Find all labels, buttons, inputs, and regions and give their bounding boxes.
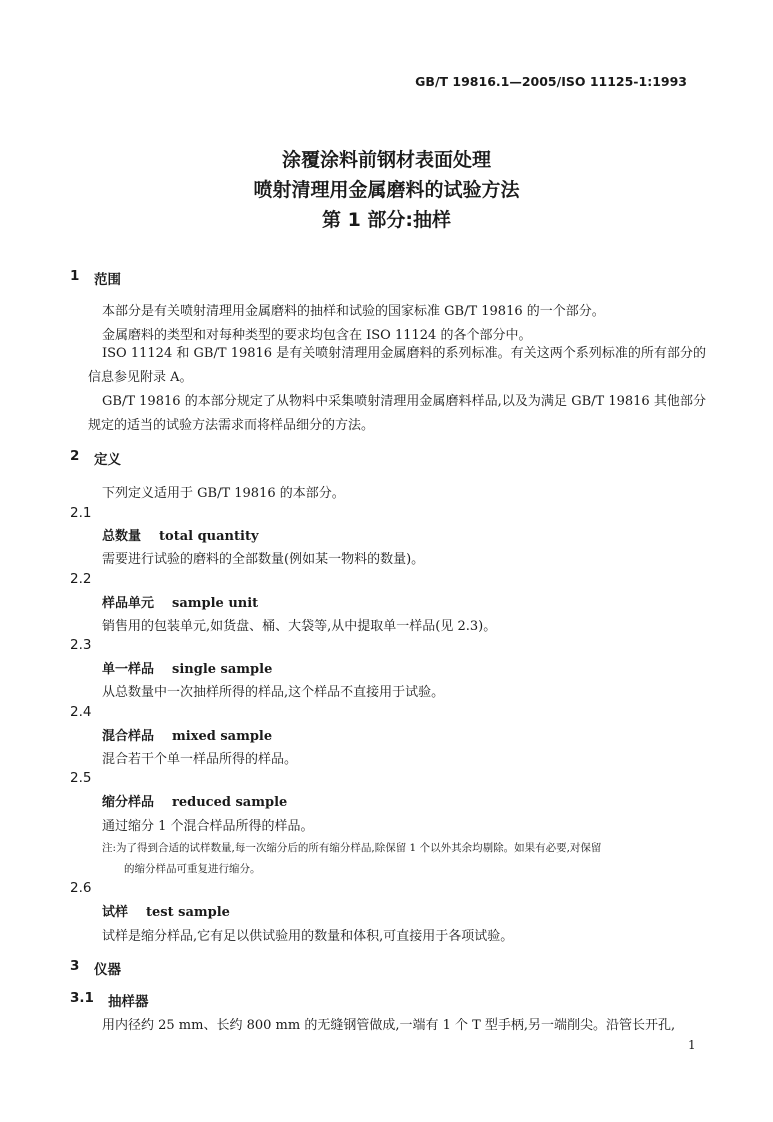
term-chinese: 混合样品 [102,729,155,744]
term-chinese: 样品单元 [102,596,155,611]
definition-number: 2.4 [70,704,92,720]
term-chinese: 单一样品 [102,662,155,677]
definition-term [102,791,287,810]
term-chinese: 试样 [102,905,129,920]
definition-number: 2.3 [70,637,92,653]
section-1-para-4: GB/T 19816 的本部分规定了从物料中采集喷射清理用金属磨料样品,以及为满足 GB/T 19816 其他部分规定的适当的试验方法需求而将样品细分的方法。 [88,394,706,433]
section-1-number: 1 [70,268,80,284]
definition-number: 2.1 [70,505,92,521]
subsection-3-1-heading: 抽样器 [108,994,149,1010]
note-line-2: 的缩分样品可重复进行缩分。 [124,863,261,875]
definition-term [102,658,272,677]
definition-term [102,525,259,544]
title-line-3: 第 1 部分:抽样 [321,209,452,231]
section-2-intro: 下列定义适用于 GB/T 19816 的本部分。 [102,486,345,501]
standard-code: GB/T 19816.1—2005/ISO 11125-1:1993 [415,74,687,89]
section-1-para-1: 本部分是有关喷射清理用金属磨料的抽样和试验的国家标准 GB/T 19816 的一个部分。 [102,304,605,319]
subsection-3-1-number: 3.1 [70,990,94,1006]
term-chinese: 缩分样品 [102,795,155,810]
section-2-number: 2 [70,448,80,464]
term-english: test sample [146,905,230,920]
definition-number: 2.2 [70,571,92,587]
definition-term [102,592,258,611]
definition-text: 试样是缩分样品,它有足以供试验用的数量和体积,可直接用于各项试验。 [102,929,514,944]
title-line-1: 涂覆涂料前钢材表面处理 [281,149,491,171]
section-2-heading: 定义 [94,452,121,468]
term-english: reduced sample [172,795,288,810]
section-1-para-3: ISO 11124 和 GB/T 19816 是有关喷射清理用金属磨料的系列标准。有关这两个系列标准的所有部分的信息参见附录 A。 [88,346,706,385]
definition-text: 需要进行试验的磨料的全部数量(例如某一物料的数量)。 [102,552,425,567]
title-line-2: 喷射清理用金属磨料的试验方法 [253,179,520,201]
term-english: single sample [172,662,273,677]
section-1-para-2: 金属磨料的类型和对每种类型的要求均包含在 ISO 11124 的各个部分中。 [102,328,532,343]
term-chinese: 总数量 [102,529,142,544]
term-english: mixed sample [172,729,273,744]
page-number: 1 [688,1038,696,1052]
subsection-3-1-text: 用内径约 25 mm、长约 800 mm 的无缝钢管做成,一端有 1 个 T 型手柄,另一端削尖。沿管长开孔, [102,1018,676,1033]
note-line-1: 注:为了得到合适的试样数量,每一次缩分后的所有缩分样品,除保留 1 个以外其余均剔除。如果有必要,对保留 [102,842,602,854]
definition-text: 混合若干个单一样品所得的样品。 [102,752,298,767]
definition-term [102,901,230,920]
definition-number: 2.6 [70,880,92,896]
term-english: total quantity [159,529,259,544]
definition-text: 销售用的包装单元,如货盘、桶、大袋等,从中提取单一样品(见 2.3)。 [102,619,497,634]
definition-text: 通过缩分 1 个混合样品所得的样品。 [102,819,314,834]
section-3-heading: 仪器 [94,962,121,978]
definition-text: 从总数量中一次抽样所得的样品,这个样品不直接用于试验。 [102,685,445,700]
definition-term [102,725,272,744]
term-english: sample unit [172,596,259,611]
section-1-heading: 范围 [94,272,121,288]
definition-number: 2.5 [70,770,92,786]
section-3-number: 3 [70,958,80,974]
